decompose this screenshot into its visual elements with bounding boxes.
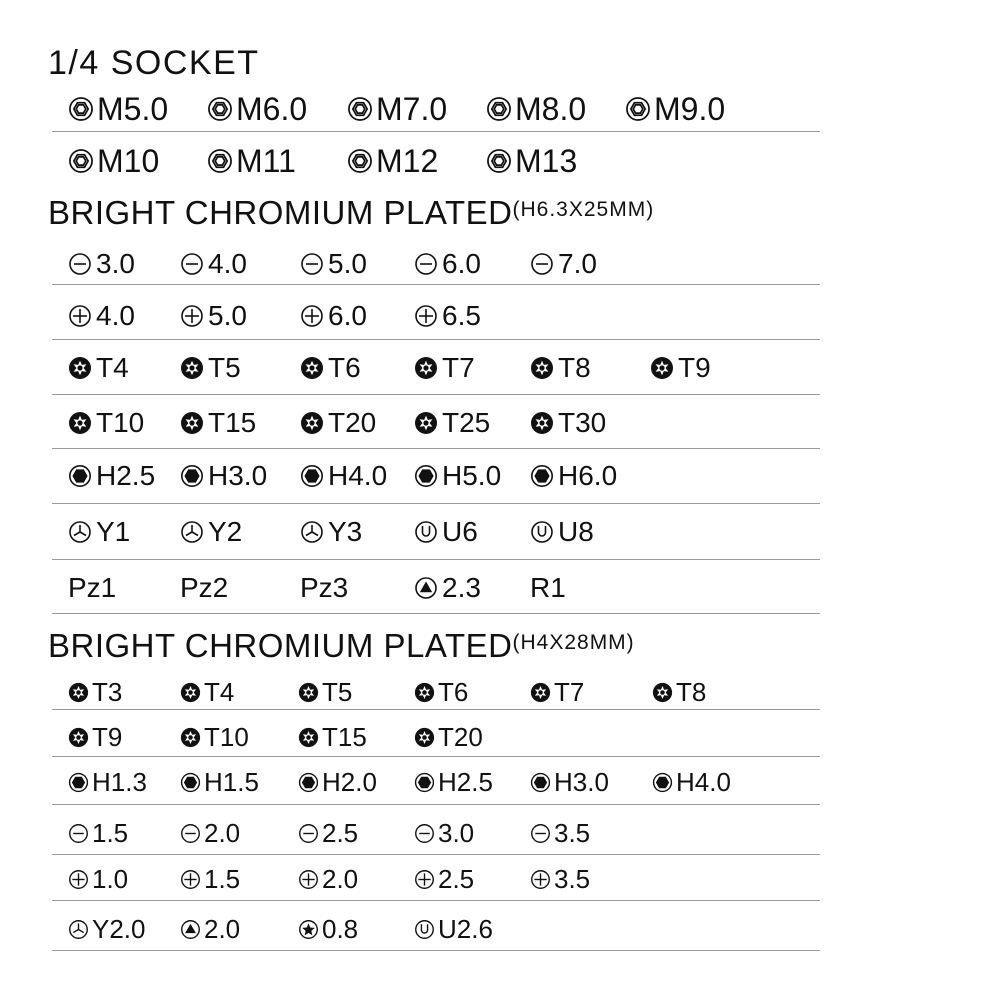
phillips-icon bbox=[530, 869, 551, 890]
bit-item bbox=[414, 298, 481, 334]
bit-size-label: T9 bbox=[678, 352, 711, 383]
bit-item bbox=[300, 570, 348, 606]
bit-size-label: Y3 bbox=[328, 516, 363, 547]
bit-size-label: T20 bbox=[438, 721, 483, 752]
bit-item bbox=[530, 514, 594, 550]
bit-item bbox=[414, 765, 493, 799]
bit-size-label: T5 bbox=[322, 676, 353, 707]
hex-icon bbox=[414, 772, 435, 793]
bit-size-label: T30 bbox=[558, 407, 607, 438]
row-divider bbox=[52, 950, 820, 951]
bit-item bbox=[68, 862, 128, 896]
bit-size-label: T4 bbox=[96, 352, 129, 383]
bit-item bbox=[486, 88, 586, 130]
phillips-icon bbox=[414, 304, 438, 328]
bit-item bbox=[414, 675, 468, 709]
slotted-icon bbox=[414, 252, 438, 276]
bit-size-label: M13 bbox=[515, 142, 578, 179]
torx-icon bbox=[414, 356, 438, 380]
bit-item bbox=[180, 350, 241, 386]
phillips-icon bbox=[180, 304, 204, 328]
bit-item bbox=[180, 912, 240, 946]
bit-size-label: T15 bbox=[208, 407, 257, 438]
section-title-text: BRIGHT CHROMIUM PLATED bbox=[48, 627, 513, 664]
bit-item bbox=[180, 816, 240, 850]
torx-icon bbox=[300, 411, 324, 435]
bit-size-label: 1.0 bbox=[92, 863, 129, 894]
bit-size-label: H4.0 bbox=[328, 460, 388, 491]
tri-wing-icon bbox=[300, 520, 324, 544]
bit-item bbox=[68, 350, 129, 386]
slotted-icon bbox=[180, 823, 201, 844]
bit-size-label: 3.5 bbox=[554, 817, 591, 848]
phillips-icon bbox=[68, 304, 92, 328]
bit-size-label: T10 bbox=[204, 721, 249, 752]
bit-size-label: Y2 bbox=[208, 516, 243, 547]
bit-size-label: T20 bbox=[328, 407, 377, 438]
bit-size-label: H6.0 bbox=[558, 460, 618, 491]
bit-item bbox=[414, 405, 490, 441]
bit-item bbox=[414, 912, 493, 946]
bit-size-label: M12 bbox=[376, 142, 439, 179]
bit-size-label: H1.5 bbox=[204, 766, 259, 797]
bit-item bbox=[68, 720, 122, 754]
bit-item bbox=[414, 514, 478, 550]
bit-item bbox=[180, 570, 228, 606]
bit-item bbox=[180, 862, 240, 896]
row-divider bbox=[52, 284, 820, 285]
bit-size-label: 2.3 bbox=[442, 572, 481, 603]
bit-item bbox=[68, 514, 130, 550]
bit-item bbox=[530, 816, 590, 850]
hex-socket-icon bbox=[68, 96, 94, 122]
bit-item bbox=[414, 816, 474, 850]
bit-item bbox=[300, 405, 376, 441]
bit-size-label: M9.0 bbox=[654, 90, 726, 127]
bit-item bbox=[414, 862, 474, 896]
bit-item bbox=[347, 88, 447, 130]
bit-size-label: Y2.0 bbox=[92, 913, 146, 944]
slotted-icon bbox=[68, 823, 89, 844]
slotted-icon bbox=[414, 823, 435, 844]
tri-wing-icon bbox=[68, 919, 89, 940]
hex-socket-icon bbox=[68, 148, 94, 174]
bit-size-label: 2.0 bbox=[322, 863, 359, 894]
bit-item bbox=[68, 246, 135, 282]
bit-size-label: Pz2 bbox=[180, 572, 229, 603]
bit-item bbox=[298, 862, 358, 896]
bit-item bbox=[207, 140, 296, 182]
bit-item bbox=[68, 675, 122, 709]
bit-size-label: M8.0 bbox=[515, 90, 587, 127]
hex-icon bbox=[180, 772, 201, 793]
bit-size-label: T8 bbox=[558, 352, 591, 383]
bit-item bbox=[180, 675, 234, 709]
bit-size-label: T7 bbox=[554, 676, 585, 707]
bit-item bbox=[530, 458, 617, 494]
row-divider bbox=[52, 503, 820, 504]
bit-size-label: 2.0 bbox=[204, 817, 241, 848]
hex-socket-icon bbox=[486, 96, 512, 122]
torx-icon bbox=[530, 682, 551, 703]
hex-socket-icon bbox=[347, 148, 373, 174]
section-title-text: BRIGHT CHROMIUM PLATED bbox=[48, 194, 513, 231]
bit-item bbox=[625, 88, 725, 130]
hex-icon bbox=[298, 772, 319, 793]
slotted-icon bbox=[530, 252, 554, 276]
u-shape-icon bbox=[414, 520, 438, 544]
torx-icon bbox=[652, 682, 673, 703]
bit-item bbox=[298, 675, 352, 709]
bit-size-label: U2.6 bbox=[438, 913, 493, 944]
bit-size-label: H4.0 bbox=[676, 766, 731, 797]
slotted-icon bbox=[530, 823, 551, 844]
torx-icon bbox=[414, 727, 435, 748]
bit-item bbox=[180, 720, 249, 754]
bit-item bbox=[180, 765, 259, 799]
hex-icon bbox=[414, 464, 438, 488]
bit-size-label: 0.8 bbox=[322, 913, 359, 944]
bit-size-label: 6.5 bbox=[442, 300, 481, 331]
row-divider bbox=[52, 854, 820, 855]
bit-item bbox=[530, 405, 606, 441]
phillips-icon bbox=[298, 869, 319, 890]
bit-item bbox=[300, 458, 387, 494]
bit-size-label: 5.0 bbox=[208, 300, 247, 331]
bit-item bbox=[68, 816, 128, 850]
bit-item bbox=[300, 246, 367, 282]
bit-item bbox=[300, 298, 367, 334]
bit-size-label: H1.3 bbox=[92, 766, 147, 797]
bit-size-label: 2.0 bbox=[204, 913, 241, 944]
bit-size-label: 7.0 bbox=[558, 248, 597, 279]
bit-size-label: H2.5 bbox=[438, 766, 493, 797]
section-size-note: (H6.3X25MM) bbox=[512, 198, 655, 221]
bit-size-label: H3.0 bbox=[208, 460, 268, 491]
bit-item bbox=[530, 350, 591, 386]
torx-icon bbox=[180, 727, 201, 748]
bit-item bbox=[530, 570, 566, 606]
phillips-icon bbox=[68, 869, 89, 890]
bit-size-label: M11 bbox=[236, 142, 296, 179]
torx-icon bbox=[180, 411, 204, 435]
bit-size-label: U6 bbox=[442, 516, 478, 547]
bit-size-label: R1 bbox=[530, 572, 566, 603]
bit-size-label: M5.0 bbox=[97, 90, 169, 127]
bit-size-label: T5 bbox=[208, 352, 241, 383]
hex-socket-icon bbox=[207, 148, 233, 174]
bit-item bbox=[486, 140, 577, 182]
bit-size-label: 2.5 bbox=[322, 817, 359, 848]
bit-item bbox=[414, 246, 481, 282]
triangle-icon bbox=[180, 919, 201, 940]
torx-icon bbox=[180, 682, 201, 703]
bit-size-label: 4.0 bbox=[96, 300, 135, 331]
torx-icon bbox=[414, 411, 438, 435]
bit-size-label: T4 bbox=[204, 676, 235, 707]
bit-item bbox=[298, 720, 367, 754]
bit-item bbox=[414, 720, 483, 754]
section-title-bits-28mm bbox=[48, 627, 635, 665]
bit-size-label: T15 bbox=[322, 721, 367, 752]
row-divider bbox=[52, 394, 820, 395]
bit-size-label: Pz3 bbox=[300, 572, 349, 603]
hex-icon bbox=[68, 464, 92, 488]
bit-size-label: U8 bbox=[558, 516, 594, 547]
bit-item bbox=[298, 765, 377, 799]
torx-icon bbox=[298, 682, 319, 703]
bit-item bbox=[298, 816, 358, 850]
bit-size-label: Pz1 bbox=[68, 572, 117, 603]
torx-icon bbox=[300, 356, 324, 380]
bit-item bbox=[414, 350, 475, 386]
row-divider bbox=[52, 756, 820, 757]
hex-icon bbox=[180, 464, 204, 488]
tri-wing-icon bbox=[68, 520, 92, 544]
phillips-icon bbox=[300, 304, 324, 328]
u-shape-icon bbox=[530, 520, 554, 544]
bit-size-label: 6.0 bbox=[328, 300, 367, 331]
row-divider bbox=[52, 559, 820, 560]
hex-icon bbox=[68, 772, 89, 793]
torx-icon bbox=[530, 356, 554, 380]
bit-size-label: M6.0 bbox=[236, 90, 308, 127]
bit-item bbox=[68, 88, 168, 130]
torx-icon bbox=[414, 682, 435, 703]
bit-item bbox=[530, 765, 609, 799]
bit-item bbox=[530, 862, 590, 896]
bit-item bbox=[414, 458, 501, 494]
bit-size-label: 3.0 bbox=[438, 817, 475, 848]
bit-item bbox=[530, 246, 597, 282]
bit-size-label: T7 bbox=[442, 352, 475, 383]
row-divider bbox=[52, 448, 820, 449]
phillips-icon bbox=[414, 869, 435, 890]
bit-size-label: 2.5 bbox=[438, 863, 475, 894]
section-title-bits-25mm bbox=[48, 194, 654, 232]
bit-item bbox=[300, 350, 361, 386]
torx-icon bbox=[68, 411, 92, 435]
torx-icon bbox=[68, 727, 89, 748]
bit-item bbox=[652, 675, 706, 709]
bit-item bbox=[298, 912, 358, 946]
bit-item bbox=[68, 458, 155, 494]
hex-socket-icon bbox=[207, 96, 233, 122]
row-divider bbox=[52, 709, 820, 710]
bit-size-label: H5.0 bbox=[442, 460, 502, 491]
hex-icon bbox=[530, 772, 551, 793]
u-shape-icon bbox=[414, 919, 435, 940]
torx-icon bbox=[68, 682, 89, 703]
section-title-text: 1/4 SOCKET bbox=[48, 44, 260, 82]
tri-wing-icon bbox=[180, 520, 204, 544]
bit-size-label: 1.5 bbox=[92, 817, 129, 848]
pentalobe-icon bbox=[298, 919, 319, 940]
bit-size-label: H3.0 bbox=[554, 766, 609, 797]
bit-size-label: M10 bbox=[97, 142, 160, 179]
hex-icon bbox=[530, 464, 554, 488]
bit-item bbox=[180, 246, 247, 282]
bit-size-label: 1.5 bbox=[204, 863, 241, 894]
bit-size-label: 3.0 bbox=[96, 248, 135, 279]
bit-size-label: T3 bbox=[92, 676, 123, 707]
bit-item bbox=[652, 765, 731, 799]
bit-item bbox=[180, 514, 242, 550]
torx-icon bbox=[530, 411, 554, 435]
bit-item bbox=[180, 298, 247, 334]
bit-size-label: T6 bbox=[438, 676, 469, 707]
hex-icon bbox=[652, 772, 673, 793]
row-divider bbox=[52, 900, 820, 901]
section-title-socket bbox=[48, 44, 260, 83]
bit-size-label: T6 bbox=[328, 352, 361, 383]
bit-item bbox=[68, 298, 135, 334]
hex-socket-icon bbox=[486, 148, 512, 174]
bit-size-label: 5.0 bbox=[328, 248, 367, 279]
row-divider bbox=[52, 131, 820, 132]
bit-item bbox=[68, 570, 116, 606]
bit-size-label: 3.5 bbox=[554, 863, 591, 894]
bit-size-label: 4.0 bbox=[208, 248, 247, 279]
row-divider bbox=[52, 339, 820, 340]
bit-size-label: M7.0 bbox=[376, 90, 448, 127]
hex-socket-icon bbox=[625, 96, 651, 122]
bit-item bbox=[347, 140, 438, 182]
bit-size-label: H2.5 bbox=[96, 460, 156, 491]
triangle-icon bbox=[414, 576, 438, 600]
bit-item bbox=[207, 88, 307, 130]
slotted-icon bbox=[68, 252, 92, 276]
hex-icon bbox=[300, 464, 324, 488]
torx-icon bbox=[650, 356, 674, 380]
bit-item bbox=[300, 514, 362, 550]
row-divider bbox=[52, 613, 820, 614]
hex-socket-icon bbox=[347, 96, 373, 122]
section-size-note: (H4X28MM) bbox=[512, 631, 635, 654]
slotted-icon bbox=[300, 252, 324, 276]
bit-size-label: T8 bbox=[676, 676, 707, 707]
bit-size-label: 6.0 bbox=[442, 248, 481, 279]
bit-item bbox=[68, 765, 147, 799]
bit-item bbox=[68, 140, 159, 182]
torx-icon bbox=[180, 356, 204, 380]
bit-item bbox=[68, 912, 146, 946]
slotted-icon bbox=[180, 252, 204, 276]
torx-icon bbox=[68, 356, 92, 380]
bit-size-label: H2.0 bbox=[322, 766, 377, 797]
bit-item bbox=[180, 458, 267, 494]
bit-item bbox=[530, 675, 584, 709]
bit-item bbox=[650, 350, 711, 386]
phillips-icon bbox=[180, 869, 201, 890]
slotted-icon bbox=[298, 823, 319, 844]
bit-size-label: T25 bbox=[442, 407, 491, 438]
row-divider bbox=[52, 804, 820, 805]
bit-item bbox=[414, 570, 481, 606]
bit-size-label: T10 bbox=[96, 407, 145, 438]
bit-item bbox=[68, 405, 144, 441]
torx-icon bbox=[298, 727, 319, 748]
bit-size-label: Y1 bbox=[96, 516, 131, 547]
bit-size-label: T9 bbox=[92, 721, 123, 752]
bit-item bbox=[180, 405, 256, 441]
